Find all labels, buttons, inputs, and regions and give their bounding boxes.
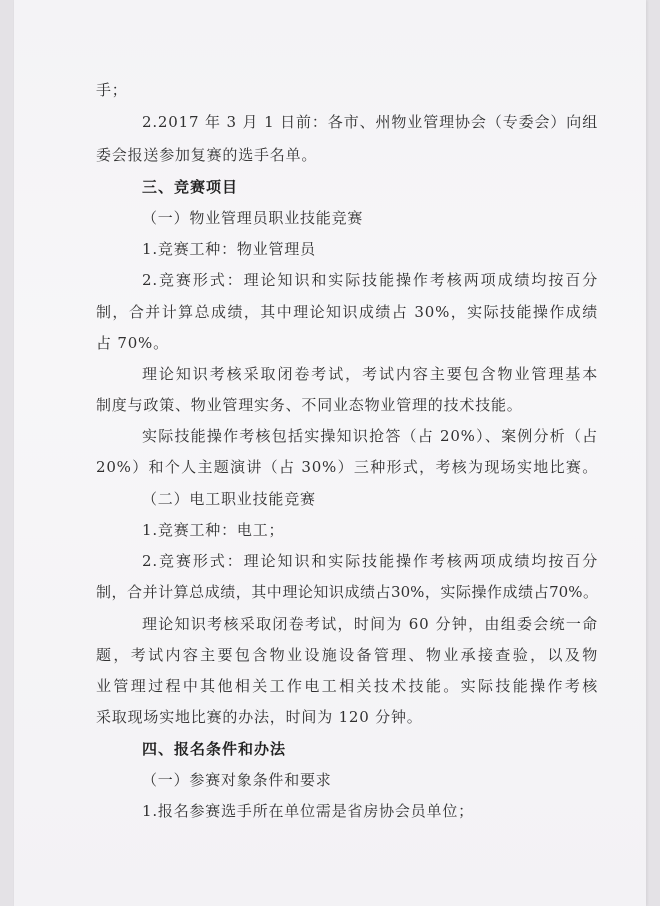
paragraph-line: 理论知识考核采取闭卷考试，考试内容主要包含物业管理基本 [142, 365, 598, 383]
paragraph-line: 2.2017 年 3 月 1 日前：各市、州物业管理协会（专委会）向组 [142, 113, 598, 131]
paragraph-line: 占 70%。 [96, 334, 169, 352]
paragraph-line: 制，合并计算总成绩，其中理论知识成绩占30%，实际操作成绩占70%。 [96, 583, 598, 601]
paragraph-line: 2.竞赛形式：理论知识和实际技能操作考核两项成绩均按百分 [142, 271, 598, 289]
paragraph-line: 2.竞赛形式：理论知识和实际技能操作考核两项成绩均按百分 [142, 552, 598, 570]
paragraph-line: 理论知识考核采取闭卷考试，时间为 60 分钟，由组委会统一命 [142, 615, 598, 633]
paragraph-line: 制度与政策、物业管理实务、不同业态物业管理的技术技能。 [96, 396, 523, 414]
paragraph-line: 手； [96, 81, 128, 99]
paragraph-line: 委会报送参加复赛的选手名单。 [96, 146, 318, 164]
section-heading: 四、报名条件和办法 [142, 740, 287, 758]
subsection-heading: （一）参赛对象条件和要求 [142, 771, 332, 789]
paragraph-line: 1.竞赛工种：电工； [142, 521, 285, 539]
paragraph-line: 制，合并计算总成绩，其中理论知识成绩占 30%，实际技能操作成绩 [96, 303, 598, 321]
paragraph-line: 1.竞赛工种：物业管理员 [142, 240, 316, 258]
paragraph-line: 采取现场实地比赛的办法，时间为 120 分钟。 [96, 708, 423, 726]
paragraph-line: 20%）和个人主题演讲（占 30%）三种形式，考核为现场实地比赛。 [96, 458, 598, 476]
subsection-heading: （一）物业管理员职业技能竞赛 [142, 209, 364, 227]
document-page [14, 0, 646, 906]
paragraph-line: 题，考试内容主要包含物业设施设备管理、物业承接查验，以及物 [96, 646, 598, 664]
paragraph-line: 业管理过程中其他相关工作电工相关技术技能。实际技能操作考核 [96, 677, 598, 695]
paragraph-line: 1.报名参赛选手所在单位需是省房协会员单位； [142, 802, 474, 820]
paragraph-line: 实际技能操作考核包括实操知识抢答（占 20%）、案例分析（占 [142, 427, 598, 445]
section-heading: 三、竞赛项目 [142, 178, 239, 196]
subsection-heading: （二）电工职业技能竞赛 [142, 490, 316, 508]
